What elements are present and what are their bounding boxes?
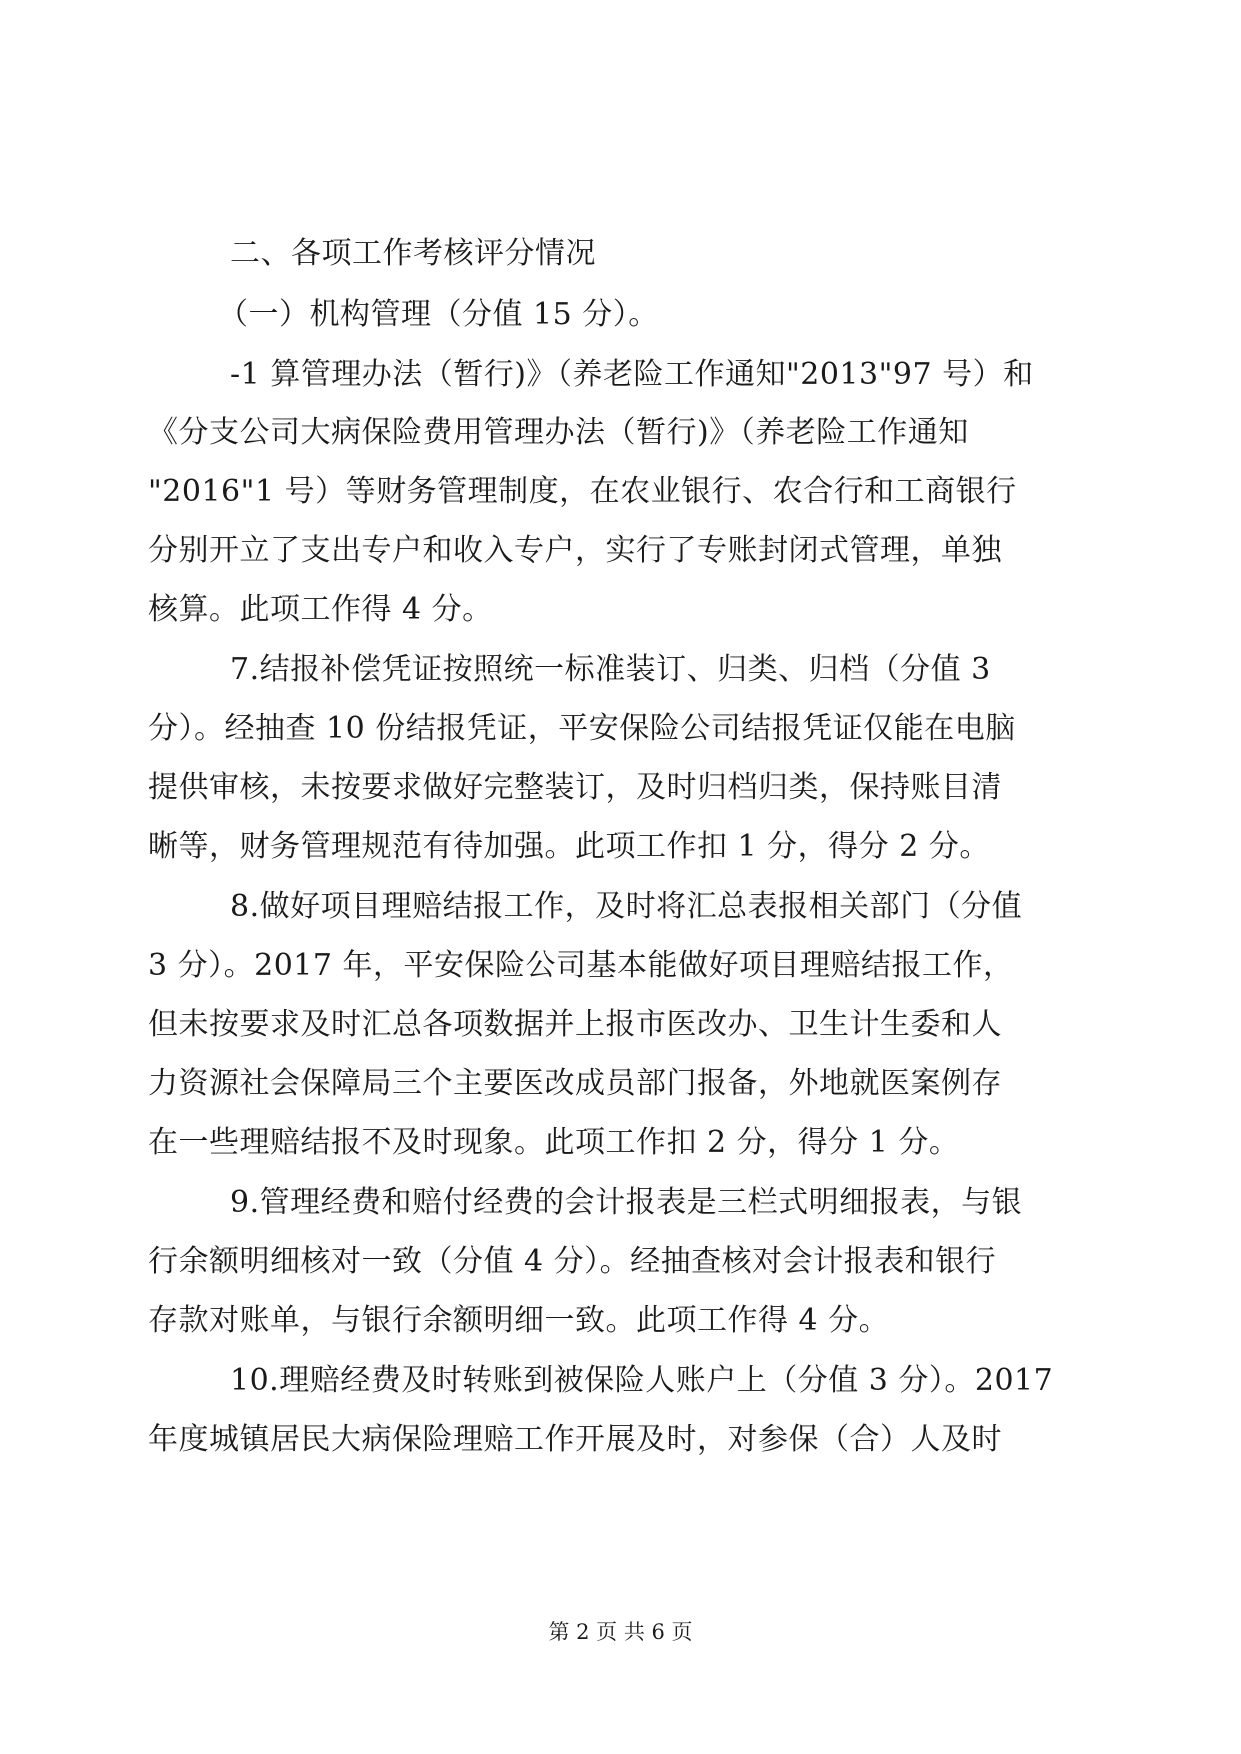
- paragraph-line: -1 算管理办法（暂行)》（养老险工作通知"2013"97 号）和: [230, 357, 1034, 392]
- paragraph-line: 10.理赔经费及时转账到被保险人账户上（分值 3 分）。2017: [230, 1363, 1054, 1398]
- section-heading: 二、各项工作考核评分情况: [230, 236, 596, 271]
- paragraph-line: 但未按要求及时汇总各项数据并上报市医改办、卫生计生委和人: [148, 1007, 1002, 1042]
- paragraph-line: 年度城镇居民大病保险理赔工作开展及时，对参保（合）人及时: [148, 1422, 1002, 1457]
- paragraph-line: 9.管理经费和赔付经费的会计报表是三栏式明细报表，与银: [230, 1185, 1023, 1220]
- paragraph-line: 在一些理赔结报不及时现象。此项工作扣 2 分，得分 1 分。: [148, 1125, 960, 1160]
- paragraph-line: 8.做好项目理赔结报工作，及时将汇总表报相关部门（分值: [230, 889, 1023, 924]
- paragraph-line: 分别开立了支出专户和收入专户，实行了专账封闭式管理，单独: [148, 533, 1002, 568]
- paragraph-line: 行余额明细核对一致（分值 4 分）。经抽查核对会计报表和银行: [148, 1244, 997, 1279]
- paragraph-line: 提供审核，未按要求做好完整装订，及时归档归类，保持账目清: [148, 770, 1002, 805]
- subsection-heading: （一）机构管理（分值 15 分）。: [218, 297, 659, 332]
- paragraph-line: 分）。经抽查 10 份结报凭证，平安保险公司结报凭证仅能在电脑: [148, 711, 1016, 746]
- paragraph-line: "2016"1 号）等财务管理制度，在农业银行、农合行和工商银行: [148, 474, 1017, 509]
- page-footer: 第 2 页 共 6 页: [548, 1620, 693, 1644]
- paragraph-line: 3 分）。2017 年，平安保险公司基本能做好项目理赔结报工作，: [148, 948, 1014, 983]
- paragraph-line: 《分支公司大病保险费用管理办法（暂行)》（养老险工作通知: [148, 415, 969, 450]
- paragraph-line: 核算。此项工作得 4 分。: [148, 592, 493, 627]
- paragraph-line: 7.结报补偿凭证按照统一标准装订、归类、归档（分值 3: [230, 652, 991, 687]
- paragraph-line: 力资源社会保障局三个主要医改成员部门报备，外地就医案例存: [148, 1066, 1002, 1101]
- paragraph-line: 存款对账单，与银行余额明细一致。此项工作得 4 分。: [148, 1303, 890, 1338]
- paragraph-line: 晰等，财务管理规范有待加强。此项工作扣 1 分，得分 2 分。: [148, 829, 990, 864]
